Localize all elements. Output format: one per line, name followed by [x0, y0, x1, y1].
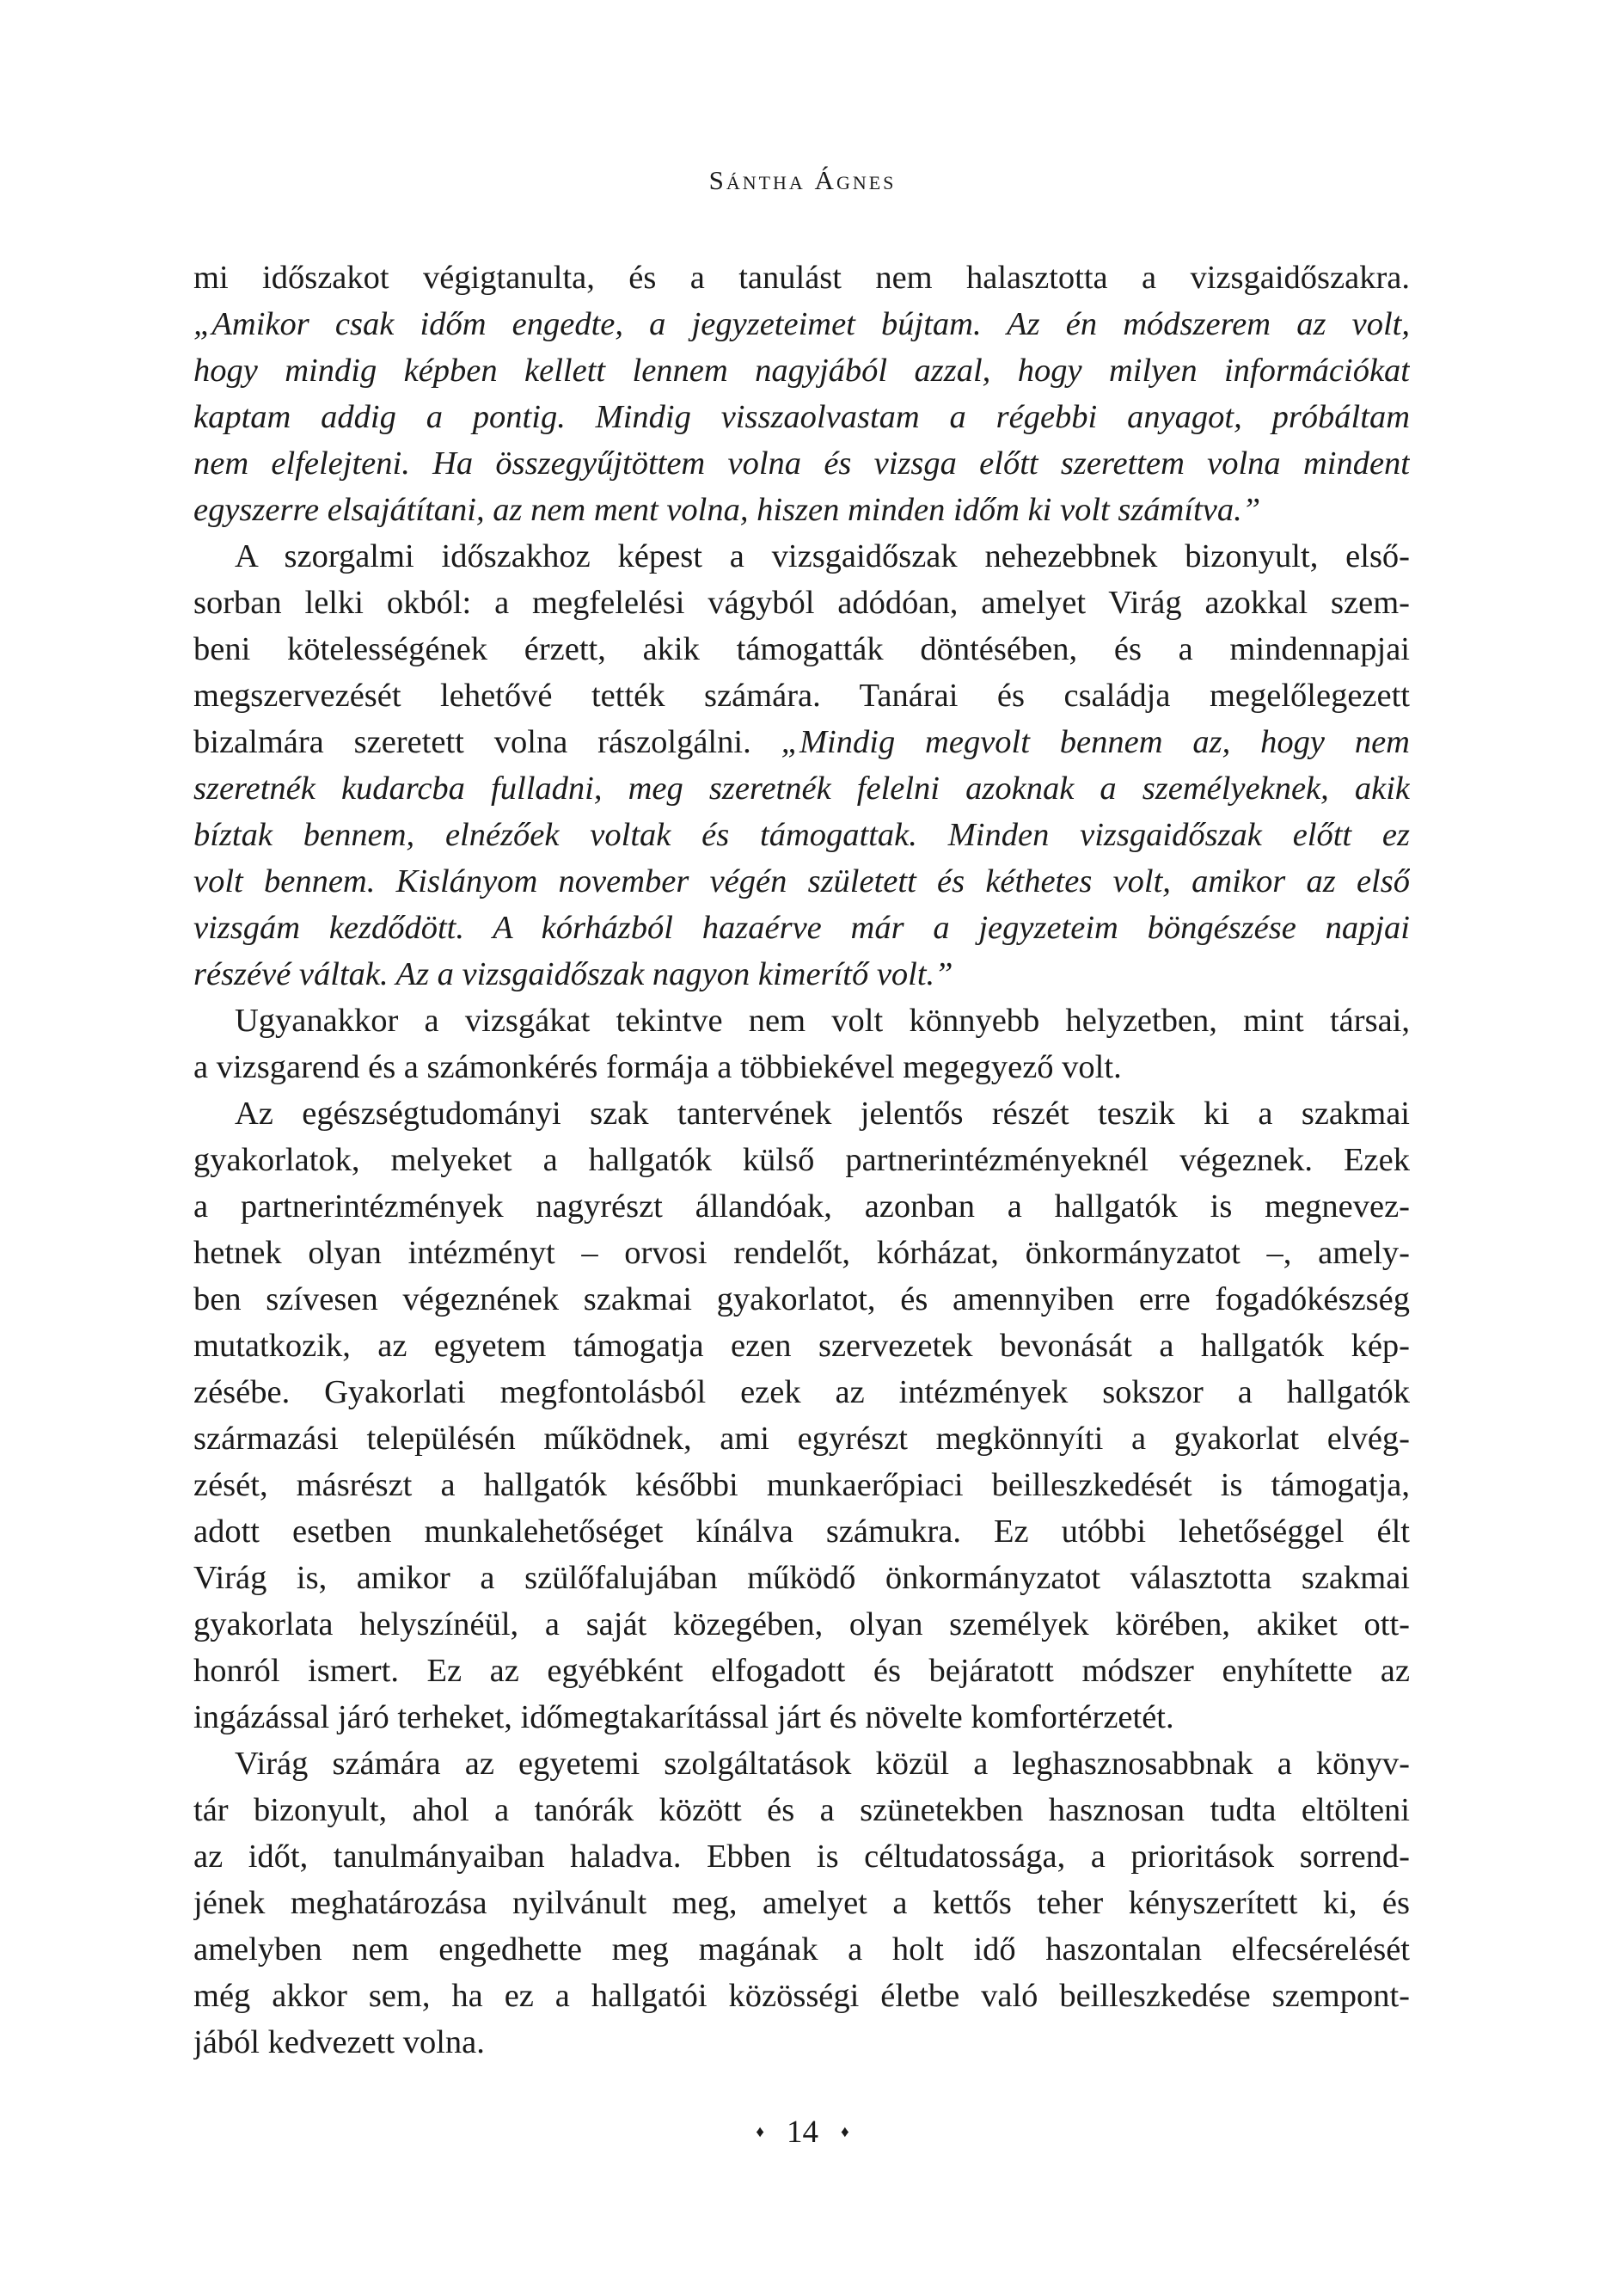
quote-text-segment: szeretnék kudarcba fulladni, meg szeretnék felelni azoknak a személyeknek, akik [193, 770, 1410, 807]
text-line [193, 1369, 1410, 1415]
footer-diamond-left-icon: ♦ [756, 2123, 764, 2141]
text-line [193, 905, 1410, 951]
running-header: Sántha Ágnes [708, 165, 897, 195]
body-text-segment: ingázással járó terheket, időmegtakarítással járt és növelte komfortérzetét. [193, 1699, 1174, 1735]
body-text-segment: amelyben nem engedhette meg magának a holt idő haszontalan elfecsérelését [193, 1931, 1410, 1968]
body-text-segment: származási településén működnek, ami egyrészt megkönnyíti a gyakorlat elvég- [193, 1421, 1410, 1457]
quote-text-segment: vizsgám kezdődött. A kórházból hazaérve már a jegyzeteim böngészése napjai [193, 910, 1410, 946]
text-line [193, 1648, 1410, 1694]
quote-text-segment: „Amikor csak időm engedte, a jegyzeteimet bújtam. Az én módszerem az volt, [193, 306, 1410, 342]
body-text-segment: mutatkozik, az egyetem támogatja ezen szervezetek bevonását a hallgatók kép- [193, 1328, 1410, 1364]
text-block [193, 255, 1410, 2066]
text-line [193, 1694, 1410, 1740]
text-line [193, 719, 1410, 765]
text-line [193, 1044, 1410, 1090]
body-text-segment: jából kedvezett volna. [193, 2024, 485, 2060]
quote-text-segment: volt bennem. Kislányom november végén született és kéthetes volt, amikor az első [193, 863, 1410, 899]
body-text-segment: zésébe. Gyakorlati megfontolásból ezek az intézmények sokszor a hallgatók [193, 1374, 1410, 1410]
text-line [193, 347, 1410, 394]
body-text-segment: honról ismert. Ez az egyébként elfogadott és bejáratott módszer enyhítette az [193, 1653, 1410, 1689]
quote-text-segment: nem elfelejteni. Ha összegyűjtöttem volna és vizsga előtt szerettem volna mindent [193, 445, 1410, 482]
text-line [193, 1973, 1410, 2019]
text-line [193, 580, 1410, 626]
body-text-segment: ben szívesen végeznének szakmai gyakorlatot, és amennyiben erre fogadókészség [193, 1281, 1410, 1317]
page-number: 14 [787, 2115, 818, 2150]
text-line [193, 1090, 1410, 1137]
body-text-segment: hetnek olyan intézményt – orvosi rendelőt, kórházat, önkormányzatot –, amely- [193, 1235, 1410, 1271]
body-text-segment: a partnerintézmények nagyrészt állandóak, azonban a hallgatók is megnevez- [193, 1188, 1410, 1225]
text-line [193, 858, 1410, 905]
text-line [193, 1787, 1410, 1833]
text-line [193, 765, 1410, 812]
text-line [193, 998, 1410, 1044]
text-line [193, 1601, 1410, 1648]
text-line [193, 440, 1410, 487]
quote-text-segment: hogy mindig képben kellett lennem nagyjából azzal, hogy milyen információkat [193, 353, 1410, 389]
page-footer [0, 2109, 1605, 2157]
quote-text-segment: „Mindig megvolt bennem az, hogy nem [781, 724, 1410, 760]
body-text-segment: bizalmára szeretett volna rászolgálni. [193, 724, 781, 760]
text-line [193, 1183, 1410, 1230]
quote-text-segment: bíztak bennem, elnézőek voltak és támogattak. Minden vizsgaidőszak előtt ez [193, 817, 1410, 853]
body-text-segment: Az egészségtudományi szak tantervének jelentős részét teszik ki a szakmai [235, 1096, 1410, 1132]
body-text-segment: Virág is, amikor a szülőfalujában működő önkormányzatot választotta szakmai [193, 1560, 1410, 1596]
body-text-segment: a vizsgarend és a számonkérés formája a többiekével megegyező volt. [193, 1049, 1122, 1085]
quote-text-segment: részévé váltak. Az a vizsgaidőszak nagyon kimerítő volt.” [193, 956, 953, 992]
body-text-segment: jének meghatározása nyilvánult meg, amelyet a kettős teher kényszerített ki, és [193, 1885, 1410, 1921]
text-line [193, 1415, 1410, 1462]
text-line [193, 951, 1410, 998]
body-text-segment: tár bizonyult, ahol a tanórák között és a szünetekben hasznosan tudta eltölteni [193, 1792, 1410, 1828]
text-line [193, 1323, 1410, 1369]
text-line [193, 487, 1410, 533]
quote-text-segment: kaptam addig a pontig. Mindig visszaolvastam a régebbi anyagot, próbáltam [193, 399, 1410, 435]
text-line [193, 1833, 1410, 1880]
text-line [193, 1137, 1410, 1183]
text-line [193, 301, 1410, 347]
body-text-segment: gyakorlatok, melyeket a hallgatók külső partnerintézményeknél végeznek. Ezek [193, 1142, 1410, 1178]
body-text-segment: sorban lelki okból: a megfelelési vágyból adódóan, amelyet Virág azokkal szem- [193, 585, 1410, 621]
text-line [193, 533, 1410, 580]
body-text-segment: adott esetben munkalehetőséget kínálva számukra. Ez utóbbi lehetőséggel élt [193, 1513, 1410, 1550]
quote-text-segment: egyszerre elsajátítani, az nem ment volna, hiszen minden időm ki volt számítva.” [193, 492, 1261, 528]
body-text-segment: A szorgalmi időszakhoz képest a vizsgaidőszak nehezebbnek bizonyult, első- [235, 538, 1410, 574]
text-line [193, 255, 1410, 301]
text-line [193, 672, 1410, 719]
text-line [193, 1740, 1410, 1787]
body-text-segment: zését, másrészt a hallgatók későbbi munkaerőpiaci beilleszkedését is támogatja, [193, 1467, 1410, 1503]
body-text-segment: megszervezését lehetővé tették számára. Tanárai és családja megelőlegezett [193, 678, 1410, 714]
text-line [193, 394, 1410, 440]
body-text-segment: beni kötelességének érzett, akik támogatták döntésében, és a mindennapjai [193, 631, 1410, 667]
body-text-segment: az időt, tanulmányaiban haladva. Ebben is céltudatossága, a prioritások sorrend- [193, 1839, 1410, 1875]
text-line [193, 1926, 1410, 1973]
text-line [193, 1880, 1410, 1926]
footer-diamond-right-icon: ♦ [841, 2123, 849, 2141]
text-line [193, 812, 1410, 858]
body-text-segment: Virág számára az egyetemi szolgáltatások közül a leghasznosabbnak a könyv- [235, 1746, 1410, 1782]
text-line [193, 626, 1410, 672]
text-line [193, 1462, 1410, 1508]
text-line [193, 1508, 1410, 1555]
body-text-segment: gyakorlata helyszínéül, a saját közegében, olyan személyek körében, akiket ott- [193, 1606, 1410, 1642]
body-text-segment: még akkor sem, ha ez a hallgatói közösségi életbe való beilleszkedése szempont- [193, 1978, 1410, 2014]
body-text-segment: Ugyanakkor a vizsgákat tekintve nem volt könnyebb helyzetben, mint társai, [235, 1003, 1410, 1039]
text-line [193, 1555, 1410, 1601]
text-line [193, 1276, 1410, 1323]
body-text-segment: mi időszakot végigtanulta, és a tanulást nem halasztotta a vizsgaidőszakra. [193, 260, 1410, 296]
text-line [193, 2019, 1410, 2066]
text-line [193, 1230, 1410, 1276]
